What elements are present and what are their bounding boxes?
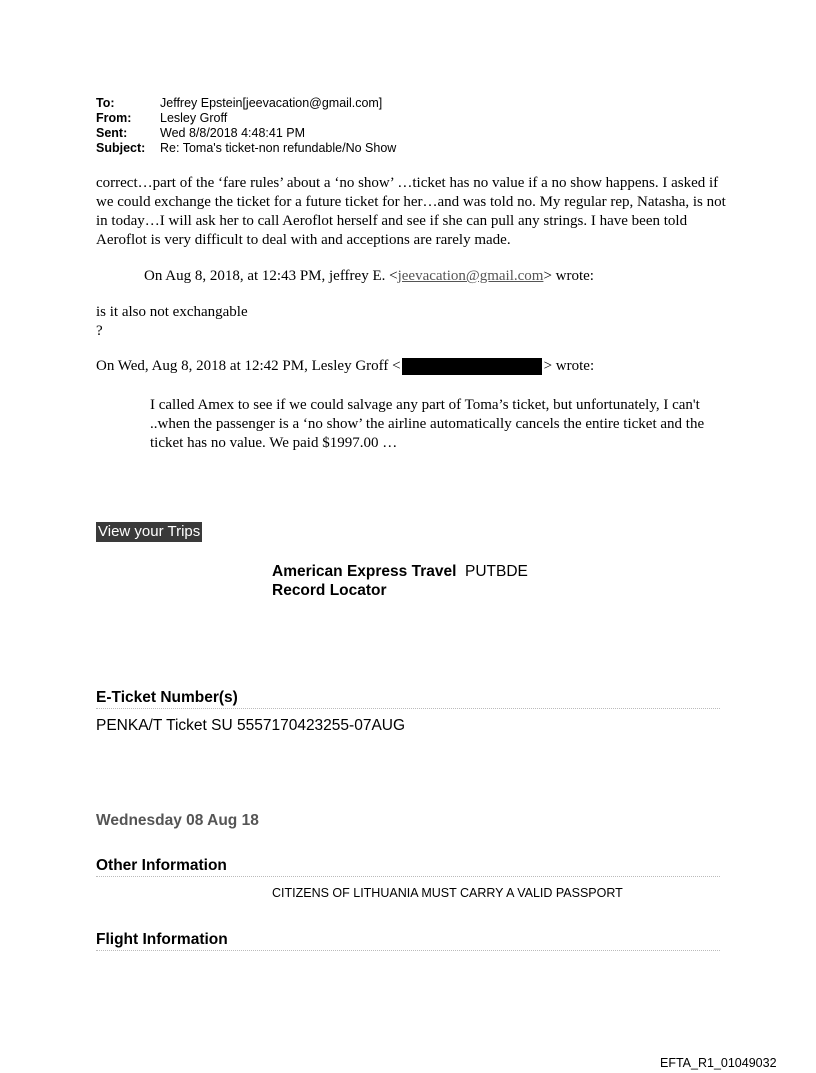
quote1-prefix: On Aug 8, 2018, at 12:43 PM, jeffrey E. < <box>144 268 398 284</box>
subject-label: Subject: <box>96 141 146 155</box>
to-value: Jeffrey Epstein[jeevacation@gmail.com] <box>160 96 383 110</box>
quote1-suffix: > wrote: <box>543 268 594 284</box>
from-row <box>96 111 396 126</box>
eticket-number: PENKA/T Ticket SU 5557170423255-07AUG <box>96 717 406 734</box>
quote2-suffix: > wrote: <box>543 358 595 374</box>
quote-header-lesley <box>96 357 594 376</box>
email-header <box>96 96 396 156</box>
question-line-2: ? <box>96 323 103 339</box>
jeevacation-email-link[interactable]: jeevacation@gmail.com <box>397 268 544 284</box>
view-trips-button[interactable]: View your Trips <box>98 523 201 540</box>
record-locator-label: Record Locator <box>272 582 387 599</box>
travel-date-heading: Wednesday 08 Aug 18 <box>96 812 259 829</box>
subject-value: Re: Toma's ticket-non refundable/No Show <box>160 141 397 155</box>
from-label: From: <box>96 111 132 125</box>
record-code: PUTBDE <box>465 563 528 580</box>
sent-value: Wed 8/8/2018 4:48:41 PM <box>160 126 306 140</box>
record-locator-block <box>272 562 528 600</box>
quote2-prefix: On Wed, Aug 8, 2018 at 12:42 PM, Lesley Groff < <box>96 358 401 374</box>
subject-row <box>96 141 396 156</box>
other-info-text: CITIZENS OF LITHUANIA MUST CARRY A VALID PASSPORT <box>272 886 623 900</box>
to-label: To: <box>96 96 115 110</box>
question-text <box>96 303 248 341</box>
sent-row <box>96 126 396 141</box>
flight-info-section-title: Flight Information <box>96 931 720 951</box>
quote-header-jeffrey <box>144 267 594 286</box>
agency-name: American Express Travel <box>272 563 457 580</box>
eticket-section-title: E-Ticket Number(s) <box>96 689 720 709</box>
agency-line <box>272 562 528 581</box>
other-info-section-title: Other Information <box>96 857 720 877</box>
original-message-body: I called Amex to see if we could salvage any part of Toma’s ticket, but unfortunately, I can't ..when the passenger is a ‘no show’ the airline automatically cancels the entire ticket and the ticket has no value. We paid $1997.00 … <box>150 397 705 451</box>
reply-body: correct…part of the ‘fare rules’ about a ‘no show’ …ticket has no value if a no show happens. I asked if we could exchange the ticket for a future ticket for her…and was told no. My regular rep, Natasha, is not in today…I will ask her to call Aeroflot herself and see if she can pull any strings. I have been told Aeroflot is very difficult to deal with and acceptions are rarely made. <box>96 175 726 248</box>
document-id: EFTA_R1_01049032 <box>660 1056 777 1070</box>
from-value: Lesley Groff <box>160 111 228 125</box>
question-line-1: is it also not exchangable <box>96 304 248 320</box>
to-row <box>96 96 396 111</box>
sent-label: Sent: <box>96 126 128 140</box>
redaction-block <box>402 358 542 375</box>
